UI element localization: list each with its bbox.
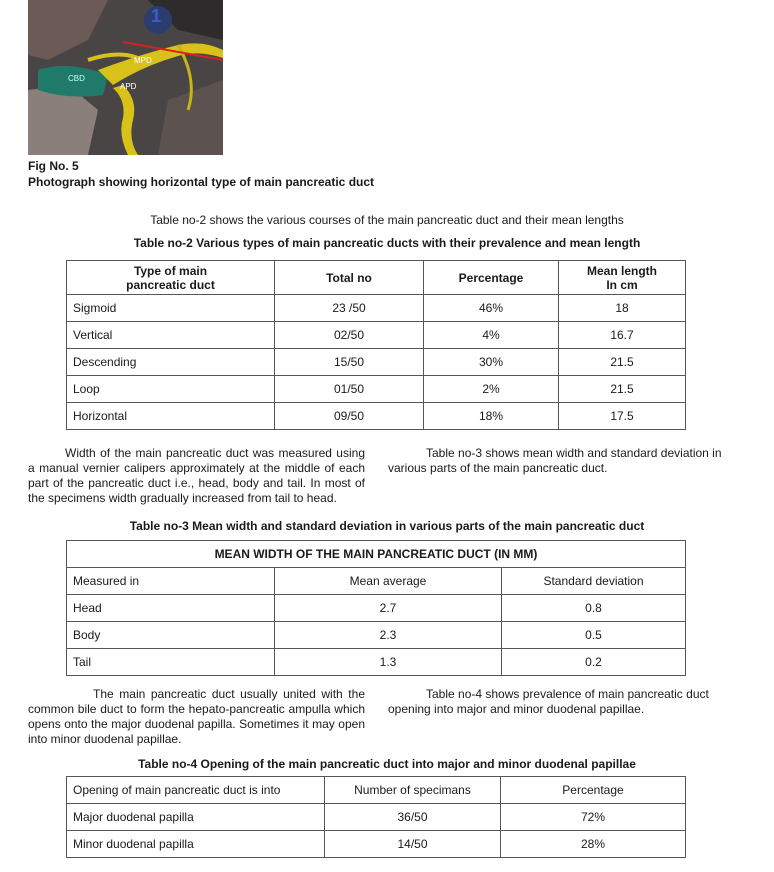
table-cell: 28% [501, 831, 686, 858]
table-cell: Vertical [67, 322, 275, 349]
table2 [66, 260, 686, 430]
width-paragraph: Width of the main pancreatic duct was measured using a manual vernier calipers approximately at the middle of each part of the pancreatic duct i.e., head, body and tail. In most of the specimens width gradually increased from tail to head. [28, 446, 365, 505]
table-cell: 2.3 [275, 622, 502, 649]
table-cell: 17.5 [559, 403, 686, 430]
table-cell: 01/50 [275, 376, 424, 403]
table-cell: 72% [501, 804, 686, 831]
table-row [67, 804, 686, 831]
table2-header-length [559, 261, 686, 295]
specimen-photograph [28, 0, 223, 155]
table4-header-percentage: Percentage [501, 777, 686, 804]
table-cell: Body [67, 622, 275, 649]
table-cell: 18 [559, 295, 686, 322]
table-cell: 09/50 [275, 403, 424, 430]
table-row [67, 595, 686, 622]
table3-header-sd: Standard deviation [502, 568, 686, 595]
table-cell: 16.7 [559, 322, 686, 349]
table4-caption: Table no-4 Opening of the main pancreatic duct into major and minor duodenal papillae [138, 757, 636, 771]
apd-label: APD [120, 82, 137, 91]
table-row [67, 295, 686, 322]
header-text: Type of main pancreatic duct [126, 263, 215, 292]
table-cell: 4% [424, 322, 559, 349]
table-cell: Head [67, 595, 275, 622]
marker-label: 1 [151, 6, 162, 26]
table-cell: 15/50 [275, 349, 424, 376]
table-cell: 2.7 [275, 595, 502, 622]
table2-header-total: Total no [275, 261, 424, 295]
table-cell: 2% [424, 376, 559, 403]
table-cell: 0.5 [502, 622, 686, 649]
header-text: Mean length In cm [586, 263, 657, 292]
table-cell: Minor duodenal papilla [67, 831, 325, 858]
table-cell: 46% [424, 295, 559, 322]
opening-paragraph: The main pancreatic duct usually united with the common bile duct to form the hepato-pancreatic ampulla which opens onto the major duodenal papilla. Sometimes it may open into minor duodenal papillae. [28, 687, 365, 746]
table-cell: 18% [424, 403, 559, 430]
table-cell: 21.5 [559, 376, 686, 403]
table3 [66, 540, 686, 676]
table3-intro: Table no-3 shows mean width and standard deviation in various parts of the main pancreatic duct. [388, 446, 722, 475]
table-row [67, 649, 686, 676]
table-cell: Sigmoid [67, 295, 275, 322]
table3-header-mean: Mean average [275, 568, 502, 595]
table-cell: Major duodenal papilla [67, 804, 325, 831]
table4-header-number: Number of specimans [325, 777, 501, 804]
mpd-label: MPD [134, 56, 152, 65]
table2-header-percentage: Percentage [424, 261, 559, 295]
table-cell: 0.8 [502, 595, 686, 622]
table-row [67, 376, 686, 403]
table-row [67, 403, 686, 430]
table2-caption: Table no-2 Various types of main pancreatic ducts with their prevalence and mean length [133, 236, 641, 250]
table3-header-measured: Measured in [67, 568, 275, 595]
table-cell: Horizontal [67, 403, 275, 430]
figure-label: Fig No. 5 [28, 159, 79, 173]
table-cell: 36/50 [325, 804, 501, 831]
table2-intro: Table no-2 shows the various courses of the main pancreatic duct and their mean lengths [150, 213, 624, 227]
table-cell: Loop [67, 376, 275, 403]
table-row [67, 349, 686, 376]
table3-caption: Table no-3 Mean width and standard deviation in various parts of the main pancreatic duct [129, 519, 645, 533]
table-cell: 1.3 [275, 649, 502, 676]
table-cell: Tail [67, 649, 275, 676]
table-cell: Descending [67, 349, 275, 376]
table3-title: MEAN WIDTH OF THE MAIN PANCREATIC DUCT (IN MM) [67, 541, 686, 568]
table-cell: 21.5 [559, 349, 686, 376]
table-row [67, 831, 686, 858]
table-cell: 30% [424, 349, 559, 376]
table-cell: 23 /50 [275, 295, 424, 322]
table-row [67, 322, 686, 349]
table4 [66, 776, 686, 858]
table4-intro: Table no-4 shows prevalence of main pancreatic duct opening into major and minor duodenal papillae. [388, 687, 709, 716]
figure-caption: Photograph showing horizontal type of main pancreatic duct [28, 175, 375, 189]
table-cell: 02/50 [275, 322, 424, 349]
cbd-label: CBD [68, 74, 85, 83]
table4-header-opening: Opening of main pancreatic duct is into [67, 777, 325, 804]
table-cell: 0.2 [502, 649, 686, 676]
table-cell: 14/50 [325, 831, 501, 858]
table2-header-type [67, 261, 275, 295]
table-row [67, 622, 686, 649]
